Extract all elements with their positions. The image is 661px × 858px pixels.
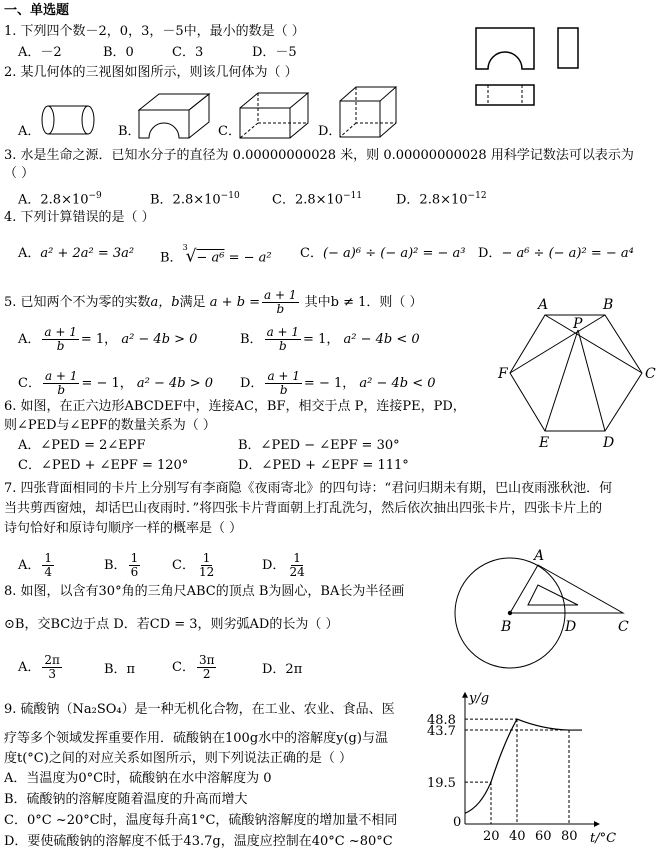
q9-line3: 度t(°C)之间的对应关系如图所示，则下列说法正确的是（ ） <box>4 751 352 766</box>
q1-option-c[interactable]: C．3 <box>172 45 204 60</box>
y-axis-label: y/g <box>469 690 490 706</box>
q5-option-c[interactable]: C． $\frac{a + 1}{b}$ = − 1， a² − 4b > 0 <box>18 369 214 397</box>
q8-label-b: B <box>501 619 512 635</box>
q9-line2: 疗等多个领域发挥重要作用．硫酸钠在100g水中的溶解度y(g)与温 <box>4 731 388 746</box>
q8-label-d: D <box>565 619 577 635</box>
q8-label-c: C <box>618 619 629 635</box>
q3-stem: 3. 水是生命之源．已知水分子的直径为 0.00000000028 米，则 0.00000000028 用科学记数法可以表示为 <box>4 148 634 163</box>
q5-stem: 5. 已知两个不为零的实数a，b满足 a + b = $\frac{a + 1}{b}$ 其中b ≠ 1．则（ ） <box>4 288 423 316</box>
q8-option-d[interactable]: D．2π <box>262 662 303 677</box>
x-tick-label: 60 <box>535 829 552 844</box>
circle-triangle-figure <box>448 545 638 645</box>
hexagon-figure <box>495 295 660 451</box>
x-tick-label: 40 <box>509 829 526 844</box>
q3-option-b[interactable]: B．$2.8\times 10^{-10}$ <box>150 191 240 208</box>
x-tick-label: 80 <box>561 829 578 844</box>
hex-label-b: B <box>603 297 614 313</box>
q1-option-d[interactable]: D．－5 <box>252 45 297 60</box>
solubility-curve <box>465 719 582 813</box>
q5-option-a[interactable]: A． $\frac{a + 1}{b}$ = 1， a² − 4b > 0 <box>18 325 198 353</box>
q6-line2: 则∠PED与∠EPF的数量关系为（ ） <box>4 418 216 433</box>
q1-option-b[interactable]: B．0 <box>103 45 134 60</box>
q7-option-c[interactable]: C． $\frac{1}{12}$ <box>172 551 215 579</box>
x-tick-label: 20 <box>483 829 500 844</box>
hex-label-c: C <box>645 366 656 382</box>
solubility-chart <box>425 682 657 854</box>
q4-stem: 4. 下列计算错误的是（ ） <box>4 210 155 225</box>
q7-line1: 7. 四张背面相同的卡片上分别写有李商隐《夜雨寄北》的四句诗：“君问归期未有期，巴山夜雨涨秋池．何 <box>4 481 613 496</box>
q2-stem: 2. 某几何体的三视图如图所示，则该几何体为（ ） <box>4 65 298 80</box>
q1-option-a[interactable]: A．－2 <box>18 45 62 60</box>
y-tick-label: 48.8 <box>427 713 456 729</box>
q7-option-a[interactable]: A． $\frac{1}{4}$ <box>18 551 53 579</box>
q9-line1: 9. 硫酸钠（Na₂SO₄）是一种无机化合物，在工业、农业、食品、医 <box>4 702 395 717</box>
q2-shape-c <box>238 90 313 140</box>
q6-option-a[interactable]: A．∠PED = 2∠EPF <box>18 438 146 453</box>
q3-option-a[interactable]: A．$2.8\times 10^{-9}$ <box>18 191 102 208</box>
q4-option-b[interactable]: B．$^3$√− a⁶ = − a² <box>160 243 272 267</box>
q8-option-b[interactable]: B．π <box>104 662 136 677</box>
q4-option-a[interactable]: A．a² + 2a² = 3a² <box>18 246 135 261</box>
q8-option-a[interactable]: A． $\frac{2\pi}{3}$ <box>18 653 60 681</box>
q5-option-b[interactable]: B． $\frac{a + 1}{b}$ = 1， a² − 4b < 0 <box>240 325 420 353</box>
y-tick-label: 43.7 <box>427 724 456 740</box>
q3-paren: （ ） <box>4 166 35 181</box>
q2-shape-a <box>40 100 100 140</box>
q3-option-d[interactable]: D．$2.8\times 10^{-12}$ <box>396 191 487 208</box>
q2-shape-d <box>338 85 403 140</box>
y-tick-label: 19.5 <box>427 776 456 792</box>
q2-option-a[interactable]: A． <box>18 124 41 139</box>
y-axis-arrow <box>462 692 468 698</box>
q9-option-c[interactable]: C．0°C ~20°C时，温度每升高1°C，硫酸钠溶解度的增加量不相同 <box>4 813 398 828</box>
q5-option-d[interactable]: D． $\frac{a + 1}{b}$ = − 1， a² − 4b < 0 <box>240 369 436 397</box>
q2-option-d[interactable]: D． <box>318 124 342 139</box>
q6-line1: 6. 如图，在正六边形ABCDEF中，连接AC，BF，相交于点 P，连接PE，PD， <box>4 399 466 414</box>
x-axis-arrow <box>594 821 600 827</box>
hex-label-p: P <box>573 316 583 332</box>
q9-option-d[interactable]: D．要使硫酸钠的溶解度不低于43.7g，温度应控制在40°C ~80°C <box>4 834 393 849</box>
q7-line3: 诗句恰好和原诗句顺序一样的概率是（ ） <box>4 521 243 536</box>
q8-option-c[interactable]: C． $\frac{3\pi}{2}$ <box>172 653 215 681</box>
q4-option-d[interactable]: D．− a⁶ ÷ (− a)² = − a⁴ <box>478 246 634 261</box>
q7-option-d[interactable]: D． $\frac{1}{24}$ <box>262 551 305 579</box>
hex-label-a: A <box>538 297 549 313</box>
q6-option-d[interactable]: D．∠PED + ∠EPF = 111° <box>238 458 409 473</box>
hex-label-f: F <box>498 366 508 382</box>
x-axis-label: t/°C <box>590 831 617 846</box>
q6-option-c[interactable]: C．∠PED + ∠EPF = 120° <box>18 458 189 473</box>
q6-option-b[interactable]: B．∠PED − ∠EPF = 30° <box>238 438 400 453</box>
q3-option-c[interactable]: C．$2.8\times 10^{-11}$ <box>272 191 363 208</box>
section-title: 一、单选题 <box>4 3 70 18</box>
q8-line1: 8. 如图，以含有30°角的三角尺ABC的顶点 B为圆心，BA长为半径画 <box>4 584 405 599</box>
q8-label-a: A <box>534 548 545 564</box>
q7-option-b[interactable]: B． $\frac{1}{6}$ <box>104 551 139 579</box>
q2-option-c[interactable]: C． <box>218 124 241 139</box>
origin-label: 0 <box>453 815 462 830</box>
q9-option-b[interactable]: B．硫酸钠的溶解度随着温度的升高而增大 <box>4 792 248 807</box>
hex-label-e: E <box>539 435 550 451</box>
q4-option-c[interactable]: C．(− a)⁶ ÷ (− a)² = − a³ <box>300 246 466 261</box>
q2-shape-b <box>137 90 212 140</box>
q2-option-b[interactable]: B． <box>118 124 141 139</box>
q8-line2: ⊙B，交BC边于点 D．若CD = 3，则劣弧AD的长为（ ） <box>4 617 339 632</box>
q7-line2: 当共剪西窗烛，却话巴山夜雨时．”将四张卡片背面朝上打乱洗匀，然后依次抽出四张卡片，四张卡片上的 <box>4 501 603 516</box>
q1-stem: 1. 下列四个数－2，0，3，－5中，最小的数是（ ） <box>4 24 305 39</box>
three-view-figure <box>470 25 590 115</box>
q9-option-a[interactable]: A．当温度为0°C时，硫酸钠在水中溶解度为 0 <box>4 771 272 786</box>
hex-label-d: D <box>603 435 615 451</box>
